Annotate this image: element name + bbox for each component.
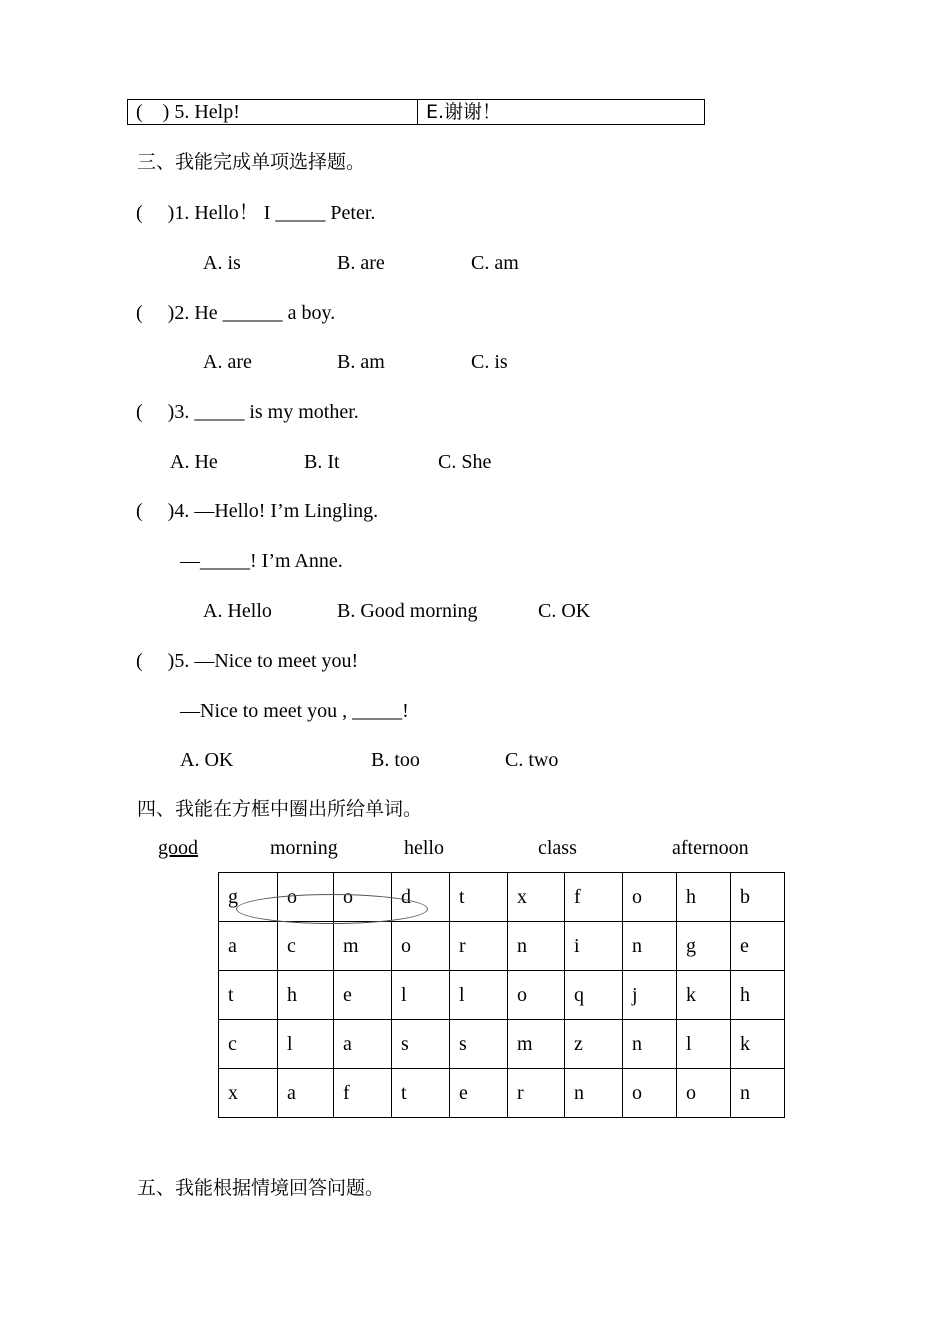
match-item-5: ( ) 5. Help! <box>128 100 418 124</box>
word-morning: morning <box>270 837 338 859</box>
question-5-option-b: B. too <box>371 749 420 771</box>
grid-cell: c <box>219 1020 278 1069</box>
grid-cell: g <box>219 873 278 922</box>
question-5-reply: —Nice to meet you , _____! <box>180 700 409 722</box>
grid-cell: l <box>278 1020 334 1069</box>
grid-cell: h <box>677 873 731 922</box>
question-4-option-a: A. Hello <box>203 600 272 622</box>
grid-cell: e <box>450 1069 508 1118</box>
grid-cell: z <box>565 1020 623 1069</box>
section-3-title: 三、我能完成单项选择题。 <box>137 151 366 173</box>
grid-cell: o <box>392 922 450 971</box>
grid-cell: c <box>278 922 334 971</box>
grid-cell: j <box>623 971 677 1020</box>
grid-cell: o <box>278 873 334 922</box>
grid-row <box>219 922 785 971</box>
grid-cell: g <box>677 922 731 971</box>
grid-cell: o <box>508 971 565 1020</box>
grid-cell: t <box>219 971 278 1020</box>
question-5-option-a: A. OK <box>180 749 234 771</box>
question-3-stem: ( )3. _____ is my mother. <box>136 401 359 423</box>
grid-cell: o <box>677 1069 731 1118</box>
grid-cell: n <box>508 922 565 971</box>
grid-cell: r <box>508 1069 565 1118</box>
grid-cell: a <box>278 1069 334 1118</box>
grid-cell: n <box>565 1069 623 1118</box>
section-4-title: 四、我能在方框中圈出所给单词。 <box>137 798 423 820</box>
question-1-stem: ( )1. Hello！ I _____ Peter. <box>136 202 376 224</box>
question-2-option-c: C. is <box>471 351 508 373</box>
grid-cell: t <box>392 1069 450 1118</box>
grid-cell: x <box>508 873 565 922</box>
question-3-option-c: C. She <box>438 451 492 473</box>
section-5-title: 五、我能根据情境回答问题。 <box>137 1177 385 1199</box>
grid-cell: r <box>450 922 508 971</box>
grid-cell: l <box>677 1020 731 1069</box>
grid-cell: l <box>450 971 508 1020</box>
word-search-grid <box>218 872 785 1118</box>
question-5-option-c: C. two <box>505 749 559 771</box>
question-3-option-b: B. It <box>304 451 340 473</box>
match-answer-e: E.谢谢！ <box>426 101 502 123</box>
grid-cell: x <box>219 1069 278 1118</box>
question-2-option-b: B. am <box>337 351 385 373</box>
grid-cell: t <box>450 873 508 922</box>
grid-cell: n <box>731 1069 785 1118</box>
grid-row <box>219 1069 785 1118</box>
grid-cell: f <box>334 1069 392 1118</box>
grid-cell: l <box>392 971 450 1020</box>
grid-cell: a <box>334 1020 392 1069</box>
grid-cell: h <box>278 971 334 1020</box>
question-1-option-c: C. am <box>471 252 519 274</box>
grid-row <box>219 1020 785 1069</box>
question-5-stem: ( )5. —Nice to meet you! <box>136 650 359 672</box>
question-1-option-a: A. is <box>203 252 241 274</box>
grid-cell: o <box>623 1069 677 1118</box>
grid-row <box>219 971 785 1020</box>
grid-cell: e <box>731 922 785 971</box>
grid-cell: i <box>565 922 623 971</box>
word-hello: hello <box>404 837 444 859</box>
question-4-reply: —_____! I’m Anne. <box>180 550 343 572</box>
word-good: good <box>158 837 198 859</box>
question-4-option-b: B. Good morning <box>337 600 478 622</box>
question-4-option-c: C. OK <box>538 600 591 622</box>
grid-cell: a <box>219 922 278 971</box>
grid-cell: h <box>731 971 785 1020</box>
question-2-option-a: A. are <box>203 351 252 373</box>
grid-cell: o <box>623 873 677 922</box>
word-class: class <box>538 837 577 859</box>
grid-cell: m <box>334 922 392 971</box>
question-4-stem: ( )4. —Hello! I’m Lingling. <box>136 500 379 522</box>
question-1-option-b: B. are <box>337 252 385 274</box>
grid-cell: s <box>392 1020 450 1069</box>
grid-cell: k <box>731 1020 785 1069</box>
grid-cell: f <box>565 873 623 922</box>
matching-table-row <box>127 99 705 125</box>
question-2-stem: ( )2. He ______ a boy. <box>136 302 336 324</box>
question-3-option-a: A. He <box>170 451 218 473</box>
grid-cell: o <box>334 873 392 922</box>
grid-cell: d <box>392 873 450 922</box>
grid-cell: s <box>450 1020 508 1069</box>
grid-cell: n <box>623 922 677 971</box>
grid-cell: m <box>508 1020 565 1069</box>
word-afternoon: afternoon <box>672 837 749 859</box>
grid-cell: n <box>623 1020 677 1069</box>
grid-cell: k <box>677 971 731 1020</box>
grid-cell: b <box>731 873 785 922</box>
grid-cell: q <box>565 971 623 1020</box>
grid-cell: e <box>334 971 392 1020</box>
grid-row <box>219 873 785 922</box>
